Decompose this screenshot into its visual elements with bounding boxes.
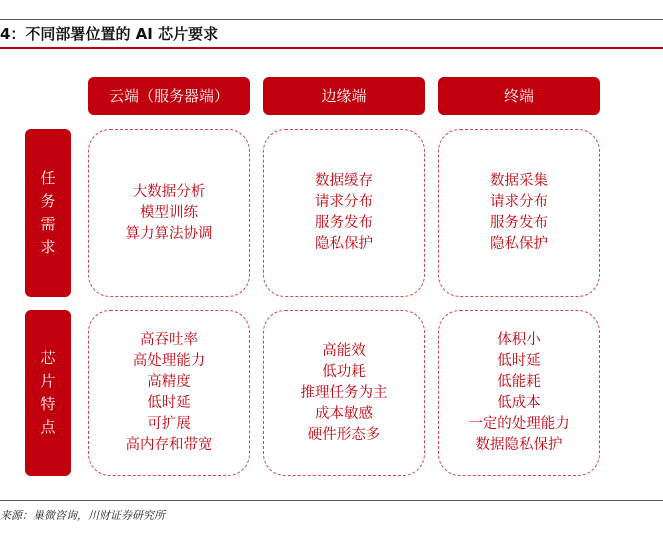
row-header-char: 点 [40,418,56,436]
figure-title: 4：不同部署位置的 AI 芯片要求 [0,25,219,43]
cell-item: 请求分布 [490,194,548,210]
cell-item: 高精度 [147,374,191,390]
cell-item: 高处理能力 [132,353,206,369]
cell-item: 低功耗 [322,363,366,380]
column-header-cloud: 云端（服务器端） [88,77,250,115]
cell-item: 数据缓存 [315,173,373,189]
cell-edge-task-requirements [263,129,425,297]
cell-item: 低时延 [147,395,191,411]
row-header-char: 片 [40,372,56,390]
cell-item: 高内存和带宽 [125,437,213,453]
row-header-char: 任 [40,169,56,187]
cell-item: 模型训练 [140,204,198,221]
cell-item: 数据采集 [490,173,548,189]
cell-item: 数据隐私保护 [475,437,563,453]
cell-item: 服务发布 [315,215,373,231]
cell-item: 请求分布 [315,194,373,210]
cell-edge-chip-features [263,310,425,476]
cell-item: 低时延 [497,353,541,369]
cell-item: 成本敏感 [315,405,373,422]
cell-cloud-task-requirements [88,129,250,297]
cell-terminal-chip-features [438,310,600,476]
cell-item: 硬件形态多 [307,426,381,443]
cell-item: 服务发布 [490,215,548,231]
title-rule [0,47,663,49]
row-header-char: 务 [40,192,56,210]
cell-item: 算力算法协调 [125,225,213,242]
cell-item: 低能耗 [497,374,541,390]
cell-terminal-task-requirements [438,129,600,297]
bottom-rule [0,500,663,501]
row-header-task-requirements [25,129,71,297]
cell-item: 可扩展 [147,416,191,432]
column-header-edge: 边缘端 [263,77,425,115]
cell-item: 低成本 [497,395,541,411]
row-header-chip-features [25,310,71,476]
cell-item: 大数据分析 [132,183,206,200]
cell-item: 高能效 [322,342,366,359]
source-note: 来源：巢微咨询，川财证券研究所 [0,509,165,522]
cell-item: 隐私保护 [490,236,548,252]
cell-cloud-chip-features [88,310,250,476]
row-header-char: 需 [40,215,56,233]
cell-item: 体积小 [497,332,541,348]
top-rule [0,19,663,20]
row-header-char: 求 [40,238,56,256]
cell-item: 一定的处理能力 [468,416,570,432]
cell-item: 隐私保护 [315,236,373,252]
row-header-char: 芯 [40,349,56,367]
cell-item: 高吞吐率 [140,332,198,348]
row-header-char: 特 [40,395,56,413]
cell-item: 推理任务为主 [300,384,388,401]
column-header-terminal: 终端 [438,77,600,115]
